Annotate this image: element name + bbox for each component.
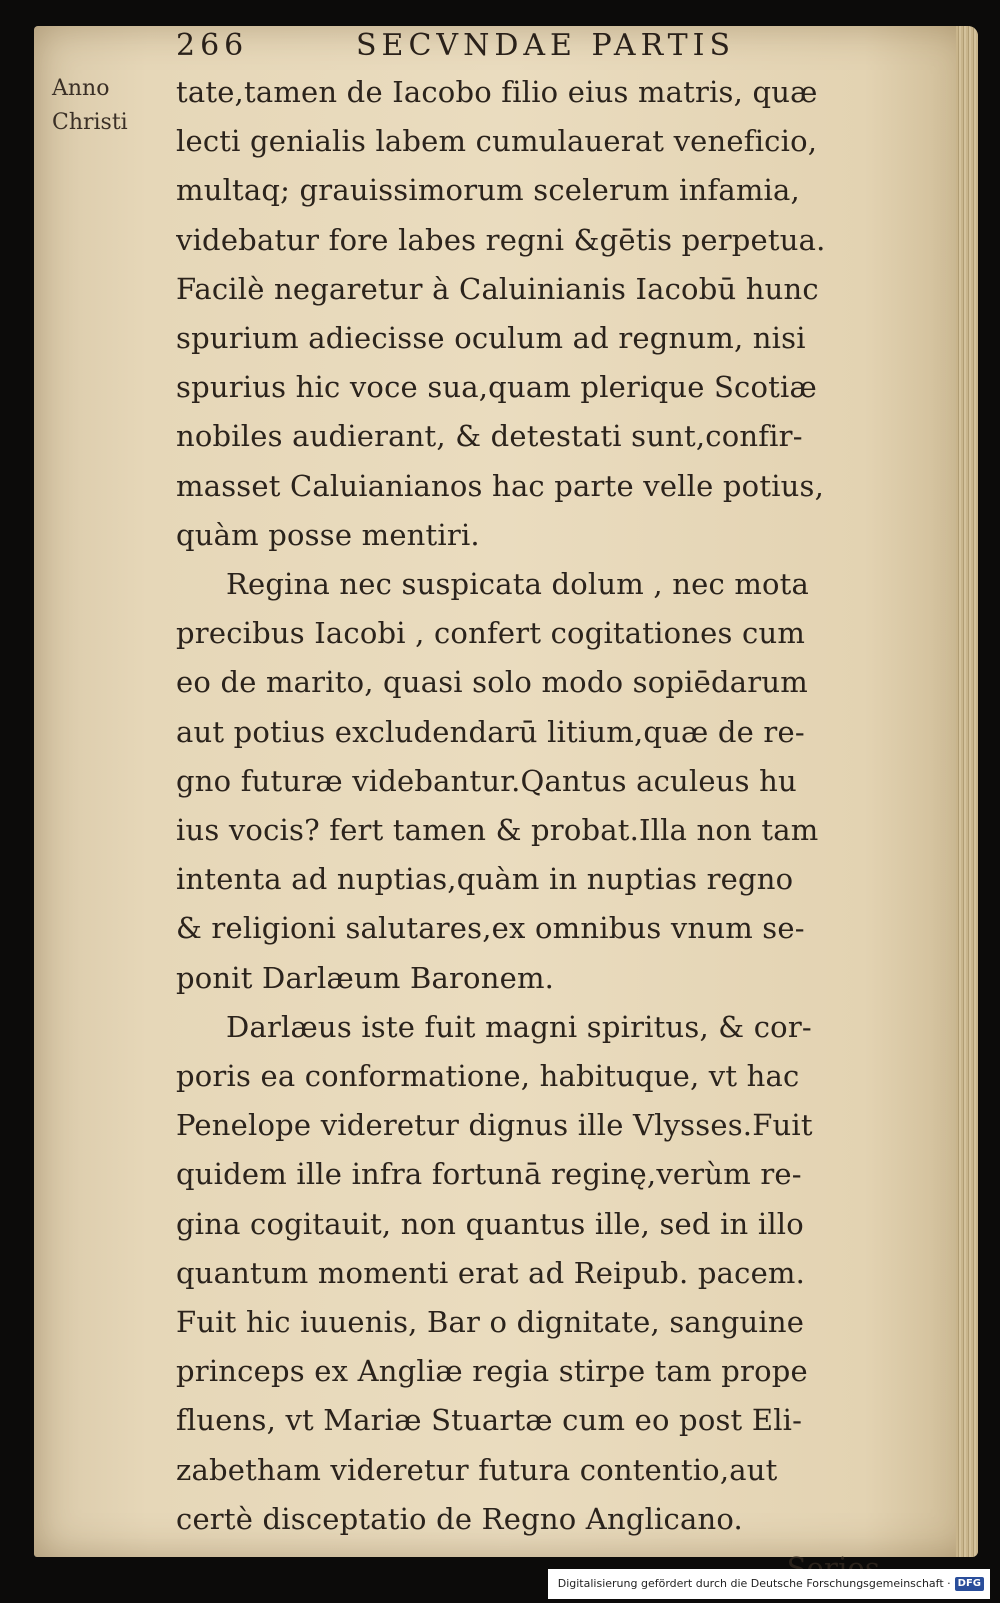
text-line: quidem ille infra fortunā reginę,verùm re- bbox=[176, 1157, 802, 1192]
text-line: gina cogitauit, non quantus ille, sed in illo bbox=[176, 1206, 804, 1241]
text-line: masset Caluianianos hac parte velle potius, bbox=[176, 468, 825, 503]
text-line: quàm posse mentiri. bbox=[176, 517, 480, 552]
text-line: ius vocis? fert tamen & probat.Illa non tam bbox=[176, 813, 819, 848]
text-line: & religioni salutares,ex omnibus vnum se- bbox=[176, 911, 805, 946]
footer-credit bbox=[548, 1569, 990, 1599]
margin-note-line: Christi bbox=[52, 110, 128, 135]
paragraph-start-line: Darlæus iste fuit magni spiritus, & cor- bbox=[226, 1009, 812, 1044]
text-line: ponit Darlæum Baronem. bbox=[176, 960, 555, 995]
text-line: princeps ex Angliæ regia stirpe tam prope bbox=[176, 1354, 808, 1389]
text-line: eo de marito, quasi solo modo sopiēdarum bbox=[176, 665, 808, 700]
text-line: quantum momenti erat ad Reipub. pacem. bbox=[176, 1255, 806, 1290]
page-number: 266 bbox=[176, 28, 249, 63]
text-line: zabetham videretur futura contentio,aut bbox=[176, 1452, 778, 1487]
page-header bbox=[176, 28, 876, 72]
text-line: poris ea conformatione, habituque, vt hac bbox=[176, 1059, 800, 1094]
margin-note bbox=[52, 72, 162, 140]
text-line: tate,tamen de Iacobo filio eius matris, quæ bbox=[176, 75, 818, 109]
dfg-logo-icon: DFG bbox=[955, 1577, 984, 1591]
text-line: Facilè negaretur à Caluinianis Iacobū hunc bbox=[176, 271, 819, 306]
body-text bbox=[176, 68, 896, 1593]
margin-note-line: Anno bbox=[52, 76, 110, 101]
page-edge bbox=[956, 26, 978, 1557]
text-line: fluens, vt Mariæ Stuartæ cum eo post Eli- bbox=[176, 1403, 803, 1438]
text-line: nobiles audierant, & detestati sunt,confir- bbox=[176, 419, 803, 454]
text-line: Fuit hic iuuenis, Bar o dignitate, sanguine bbox=[176, 1305, 805, 1340]
text-line: spurius hic voce sua,quam plerique Scotiæ bbox=[176, 370, 817, 405]
footer-text: Digitalisierung gefördert durch die Deutsche Forschungsgemeinschaft · bbox=[557, 1577, 951, 1590]
text-line: certè disceptatio de Regno Anglicano. bbox=[176, 1501, 743, 1536]
text-line: precibus Iacobi , confert cogitationes cum bbox=[176, 616, 806, 651]
paragraph-start-line: Regina nec suspicata dolum , nec mota bbox=[226, 567, 810, 602]
text-line: gno futuræ videbantur.Qantus aculeus hu bbox=[176, 763, 797, 798]
text-line: lecti genialis labem cumulauerat veneficio, bbox=[176, 124, 818, 159]
running-title: SECVNDAE PARTIS bbox=[356, 28, 736, 63]
text-line: intenta ad nuptias,quàm in nuptias regno bbox=[176, 862, 794, 897]
text-line: spurium adiecisse oculum ad regnum, nisi bbox=[176, 321, 806, 356]
text-line: multaq; grauissimorum scelerum infamia, bbox=[176, 173, 800, 208]
text-line: Penelope videretur dignus ille Vlysses.Fuit bbox=[176, 1108, 813, 1143]
text-line: videbatur fore labes regni &gētis perpetua. bbox=[176, 222, 826, 257]
text-line: aut potius excludendarū litium,quæ de re- bbox=[176, 714, 805, 749]
